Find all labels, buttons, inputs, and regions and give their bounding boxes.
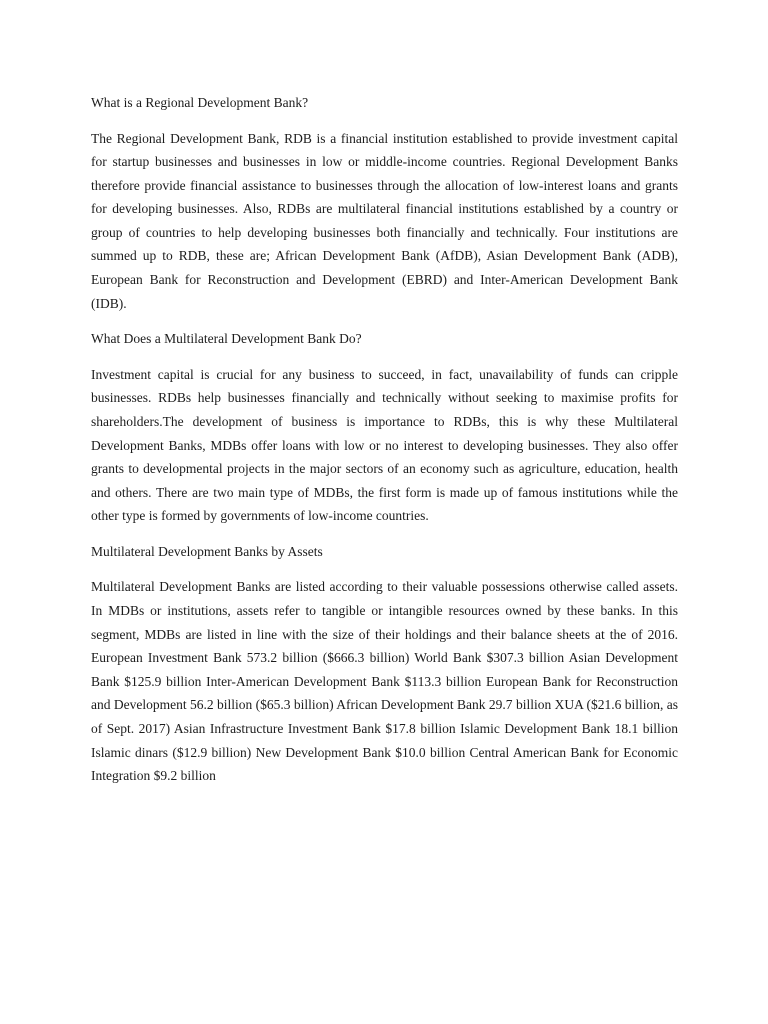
section-banks-by-assets (91, 540, 678, 788)
section-heading: Multilateral Development Banks by Assets (91, 543, 323, 559)
section-multilateral-development-bank (91, 327, 678, 528)
section-paragraph: Investment capital is crucial for any business to succeed, in fact, unavailability of funds can cripple businesses. RDBs help businesses financially and technically without seeking to maximise profits for shareholders.The development of business is importance to RDBs, this is why these Multilateral Development Banks, MDBs offer loans with low or no interest to developing businesses. They also offer grants to developmental projects in the major sectors of an economy such as agriculture, education, health and others. There are two main type of MDBs, the first form is made up of famous institutions while the other type is formed by governments of low-income countries. (91, 366, 678, 524)
section-regional-development-bank (91, 91, 678, 315)
section-heading: What Does a Multilateral Development Bank Do? (91, 331, 362, 347)
section-paragraph: The Regional Development Bank, RDB is a financial institution established to provide investment capital for startup businesses and businesses in low or middle-income countries. Regional Development Banks therefore provide financial assistance to businesses through the allocation of low-interest loans and grants for developing businesses. Also, RDBs are multilateral financial institutions established by a country or group of countries to help developing businesses both financially and technically. Four institutions are summed up to RDB, these are; African Development Bank (AfDB), Asian Development Bank (ADB), European Bank for Reconstruction and Development (EBRD) and Inter-American Development Bank (IDB). (91, 130, 678, 311)
section-heading: What is a Regional Development Bank? (91, 95, 309, 110)
section-paragraph: Multilateral Development Banks are listed according to their valuable possessions otherwise called assets. In MDBs or institutions, assets refer to tangible or intangible resources owned by these banks. In this segment, MDBs are listed in line with the size of their holdings and their balance sheets at the of 2016. European Investment Bank 573.2 billion ($666.3 billion) World Bank $307.3 billion Asian Development Bank $125.9 billion Inter-American Development Bank $113.3 billion European Bank for Reconstruction and Development 56.2 billion ($65.3 billion) African Development Bank 29.7 billion XUA ($21.6 billion, as of Sept. 2017) Asian Infrastructure Investment Bank $17.8 billion Islamic Development Bank 18.1 billion Islamic dinars ($12.9 billion) New Development Bank $10.0 billion Central American Bank for Economic Integration $9.2 billion (91, 579, 678, 784)
document-page (91, 91, 678, 800)
